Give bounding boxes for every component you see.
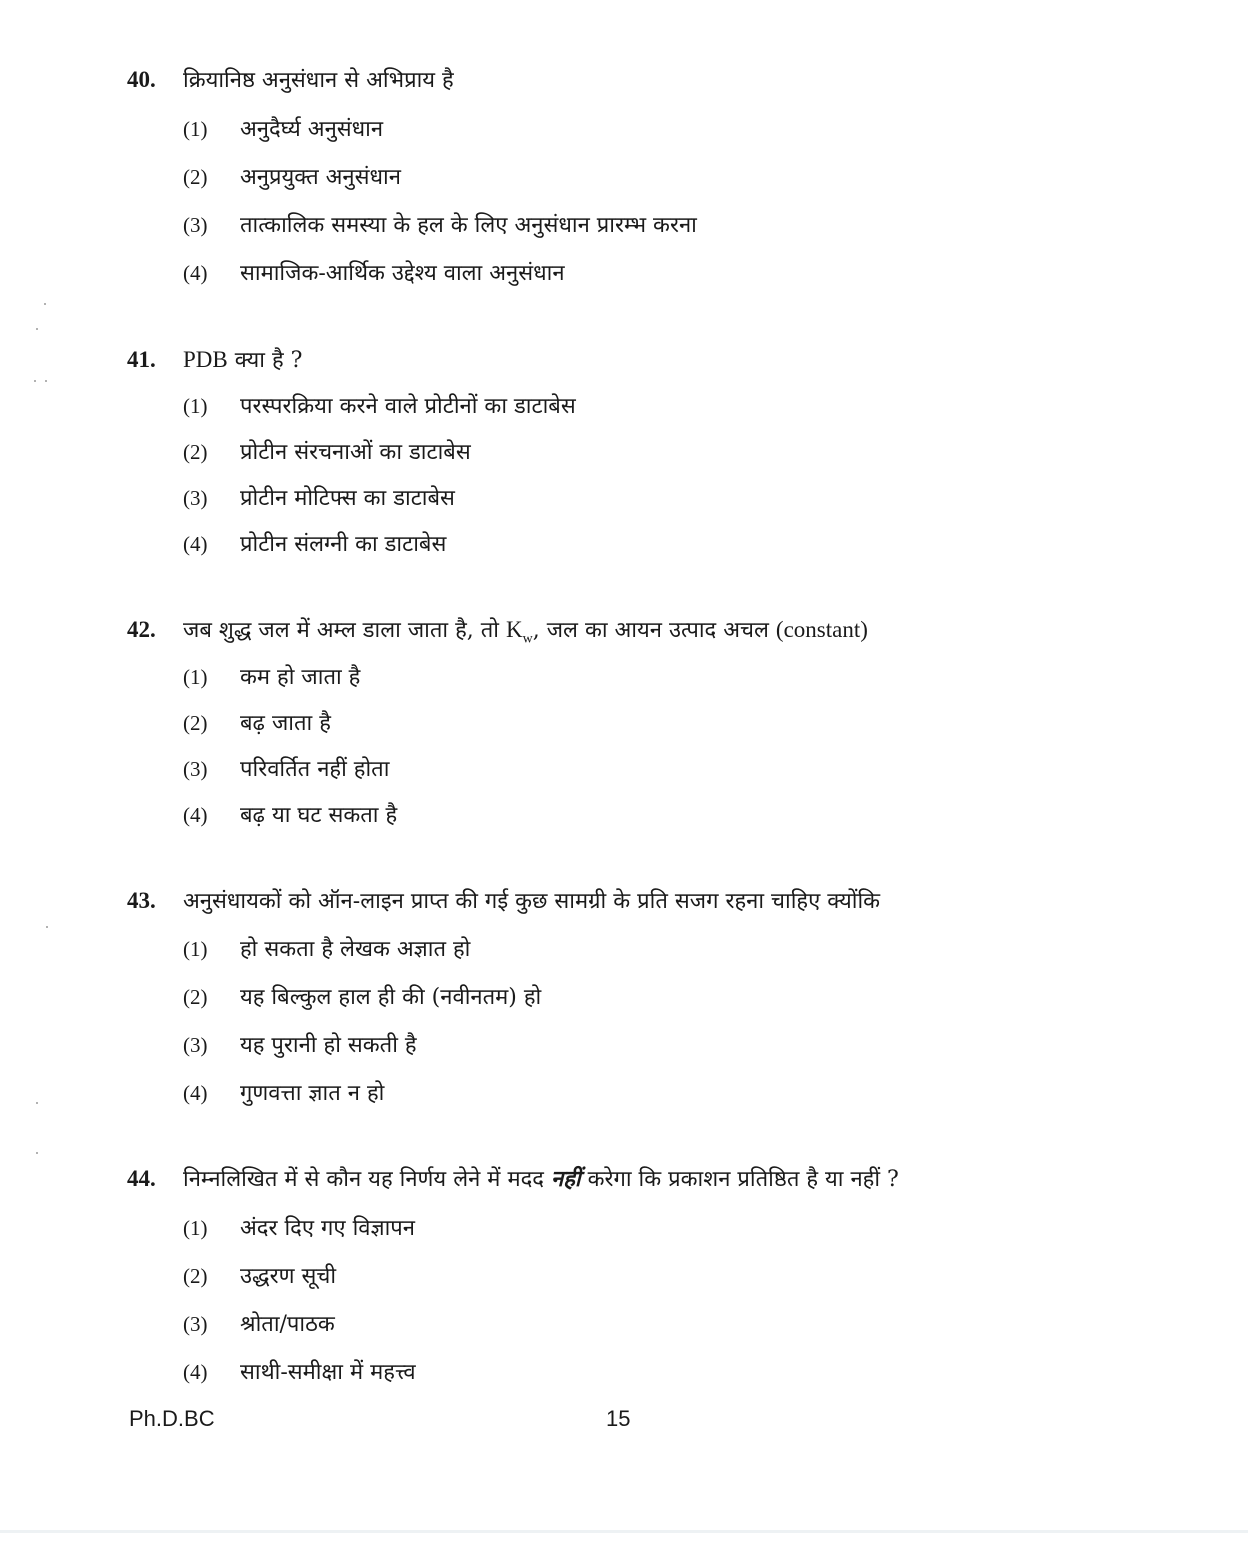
option-text: प्रोटीन संरचनाओं का डाटाबेस bbox=[240, 440, 471, 465]
option-number: (3) bbox=[183, 1033, 208, 1057]
option-text: गुणवत्ता ज्ञात न हो bbox=[240, 1081, 385, 1106]
option-text: साथी-समीक्षा में महत्त्व bbox=[240, 1360, 416, 1385]
question-text: अनुसंधायकों को ऑन-लाइन प्राप्त की गई कुछ सामग्री के प्रति सजग रहना चाहिए क्योंकि bbox=[183, 889, 881, 914]
option-number: (3) bbox=[183, 1312, 208, 1336]
scan-speck bbox=[44, 303, 46, 305]
option-number: (4) bbox=[183, 532, 208, 556]
scan-speck bbox=[34, 380, 36, 382]
question-number: 42. bbox=[127, 617, 156, 642]
page-number: 15 bbox=[606, 1406, 631, 1431]
option-text: परस्परक्रिया करने वाले प्रोटीनों का डाटाबेस bbox=[240, 394, 576, 419]
scan-speck bbox=[46, 926, 48, 928]
question-41-option-1 bbox=[183, 386, 576, 426]
option-text: यह पुरानी हो सकती है bbox=[240, 1033, 417, 1058]
option-text: तात्कालिक समस्या के हल के लिए अनुसंधान प्रारम्भ करना bbox=[240, 213, 697, 238]
kw-subscript: w bbox=[522, 631, 533, 647]
option-text: अंदर दिए गए विज्ञापन bbox=[240, 1216, 416, 1241]
question-42-option-3 bbox=[183, 749, 389, 789]
question-40-option-1 bbox=[183, 109, 383, 149]
question-text: जब शुद्ध जल में अम्ल डाला जाता है, तो bbox=[183, 618, 506, 643]
option-number: (4) bbox=[183, 261, 208, 285]
option-text: श्रोता/पाठक bbox=[240, 1312, 335, 1337]
question-text-cont: करेगा कि प्रकाशन प्रतिष्ठित है या नहीं ? bbox=[580, 1167, 899, 1192]
option-number: (3) bbox=[183, 486, 208, 510]
option-text: प्रोटीन मोटिफ्स का डाटाबेस bbox=[240, 486, 455, 511]
question-text-paren: (constant) bbox=[775, 617, 868, 642]
question-text: क्रियानिष्ठ अनुसंधान से अभिप्राय है bbox=[183, 68, 454, 93]
question-40-option-3 bbox=[183, 205, 697, 245]
question-42-option-2 bbox=[183, 703, 331, 743]
question-number: 44. bbox=[127, 1166, 156, 1191]
question-43-option-1 bbox=[183, 929, 470, 969]
scan-edge-line bbox=[0, 1530, 1248, 1533]
option-text: सामाजिक-आर्थिक उद्देश्य वाला अनुसंधान bbox=[240, 261, 565, 286]
option-text: उद्धरण सूची bbox=[240, 1264, 337, 1289]
option-text: कम हो जाता है bbox=[240, 665, 361, 690]
question-44-stem bbox=[127, 1159, 899, 1199]
question-44-option-2 bbox=[183, 1256, 336, 1296]
question-41-option-2 bbox=[183, 432, 471, 472]
option-number: (3) bbox=[183, 757, 208, 781]
option-number: (2) bbox=[183, 1264, 208, 1288]
question-40-stem bbox=[127, 60, 454, 100]
question-text-abbrev: PDB bbox=[183, 347, 228, 372]
question-42-option-4 bbox=[183, 795, 397, 835]
question-text: निम्नलिखित में से कौन यह निर्णय लेने में मदद bbox=[183, 1167, 551, 1192]
option-number: (4) bbox=[183, 803, 208, 827]
option-number: (1) bbox=[183, 665, 208, 689]
option-text: अनुदैर्घ्य अनुसंधान bbox=[240, 117, 384, 142]
question-number: 41. bbox=[127, 347, 156, 372]
option-number: (1) bbox=[183, 1216, 208, 1240]
question-text-cont: , जल का आयन उत्पाद अचल bbox=[532, 618, 776, 643]
question-emphasis: नहीं bbox=[550, 1166, 581, 1192]
scan-speck bbox=[45, 380, 47, 382]
question-40-option-2 bbox=[183, 157, 401, 197]
option-text: परिवर्तित नहीं होता bbox=[240, 757, 390, 782]
question-41-option-4 bbox=[183, 524, 446, 564]
option-number: (4) bbox=[183, 1081, 208, 1105]
option-text: यह बिल्कुल हाल ही की (नवीनतम) हो bbox=[240, 985, 542, 1010]
question-41-option-3 bbox=[183, 478, 455, 518]
option-number: (1) bbox=[183, 394, 208, 418]
option-number: (2) bbox=[183, 711, 208, 735]
option-number: (2) bbox=[183, 985, 208, 1009]
option-number: (2) bbox=[183, 165, 208, 189]
question-40-option-4 bbox=[183, 253, 565, 293]
option-number: (1) bbox=[183, 937, 208, 961]
scan-speck bbox=[36, 1102, 38, 1104]
option-number: (1) bbox=[183, 117, 208, 141]
option-text: बढ़ जाता है bbox=[240, 711, 331, 736]
scan-speck bbox=[36, 1152, 38, 1154]
option-number: (4) bbox=[183, 1360, 208, 1384]
question-number: 43. bbox=[127, 888, 156, 913]
question-42-stem bbox=[127, 610, 868, 650]
question-44-option-3 bbox=[183, 1304, 335, 1344]
option-text: प्रोटीन संलग्नी का डाटाबेस bbox=[240, 532, 447, 557]
option-text: अनुप्रयुक्त अनुसंधान bbox=[240, 165, 401, 190]
question-43-option-2 bbox=[183, 977, 541, 1017]
question-44-option-1 bbox=[183, 1208, 415, 1248]
question-41-stem bbox=[127, 340, 302, 380]
option-number: (3) bbox=[183, 213, 208, 237]
kw-symbol: K bbox=[506, 617, 523, 642]
question-43-stem bbox=[127, 881, 880, 921]
option-text: बढ़ या घट सकता है bbox=[240, 803, 398, 828]
option-number: (2) bbox=[183, 440, 208, 464]
question-43-option-3 bbox=[183, 1025, 417, 1065]
question-44-option-4 bbox=[183, 1352, 416, 1392]
question-43-option-4 bbox=[183, 1073, 384, 1113]
option-text: हो सकता है लेखक अज्ञात हो bbox=[240, 937, 471, 962]
scan-speck bbox=[36, 328, 38, 330]
question-42-option-1 bbox=[183, 657, 360, 697]
question-number: 40. bbox=[127, 67, 156, 92]
question-text: क्या है ? bbox=[227, 348, 303, 373]
paper-code: Ph.D.BC bbox=[129, 1406, 215, 1431]
